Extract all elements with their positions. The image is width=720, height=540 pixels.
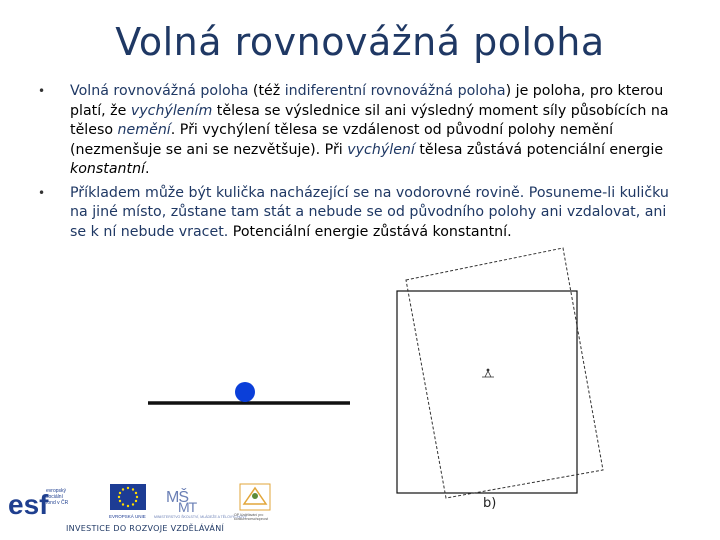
bullet-text-run: konstantní: [70, 161, 146, 177]
svg-text:fond v ČR: fond v ČR: [46, 500, 69, 506]
page-title: Volná rovnovážná poloha: [115, 20, 605, 64]
eu-flag-icon: [109, 484, 146, 519]
bullet-text-run: ) je poloha, pro kterou platí, že: [70, 83, 664, 119]
bullet-text-run: Volná rovnovážná poloha: [70, 83, 249, 99]
tilted-body-dashed: [406, 248, 603, 498]
bullet-text-run: Potenciální energie zůstává konstantní.: [228, 223, 512, 240]
bullet-dot-icon: •: [38, 84, 46, 98]
bullet-text-run: (též: [248, 83, 285, 99]
bullet-text-run: tělesa se výslednice sil ani výsledný moment síly působících na těleso: [70, 102, 669, 138]
svg-text:MINISTERSTVO ŠKOLSTVÍ, MLÁDEŽE: MINISTERSTVO ŠKOLSTVÍ, MLÁDEŽE A TĚLOVÝCHOVY: [154, 515, 247, 519]
logo-strip: [6, 478, 296, 524]
bullet-text-run: Příkladem může být kulička nacházející se na vodorovné rovině. Posuneme-li kuličku na jiné místo, zůstane tam stát a nebude se od původního polohy ani vzdalovat, ani se k ní nebude vracet.: [70, 184, 669, 240]
bullet-text-run: vychýlením: [130, 102, 213, 119]
svg-text:MT: MT: [178, 499, 197, 515]
ball: [235, 382, 255, 402]
bullet-text-run: nemění: [117, 122, 171, 138]
bullet-text-run: .: [145, 161, 150, 177]
svg-text:evropský: evropský: [46, 488, 67, 494]
svg-text:esf: esf: [8, 489, 49, 520]
svg-text:OP Vzdělávání pro: OP Vzdělávání pro: [234, 513, 264, 517]
invest-caption: INVESTICE DO ROZVOJE VZDĚLÁVÁNÍ: [66, 524, 225, 533]
svg-text:konkurenceschopnost: konkurenceschopnost: [234, 517, 269, 521]
upright-body: [397, 291, 577, 493]
op-logo: [234, 484, 270, 521]
esf-logo: [6, 482, 69, 520]
bullet-dot-icon: •: [38, 185, 46, 200]
bullet-text-run: tělesa zůstává potenciální energie: [414, 141, 664, 158]
svg-text:MŠ: MŠ: [166, 489, 188, 506]
svg-text:sociální: sociální: [46, 494, 63, 500]
bullet-text-run: . Při vychýlení tělesa se vzdálenost od původní polohy nemění (nezmenšuje se ani se nezvětšuje). Při: [70, 122, 614, 158]
svg-text:EVROPSKÁ UNIE: EVROPSKÁ UNIE: [109, 514, 146, 519]
bullet-text-run: indiferentní rovnovážná poloha: [284, 83, 506, 99]
figure-caption: b): [483, 496, 497, 511]
pivot-icon: [482, 369, 494, 377]
bullet-text-run: vychýlení: [347, 141, 415, 158]
